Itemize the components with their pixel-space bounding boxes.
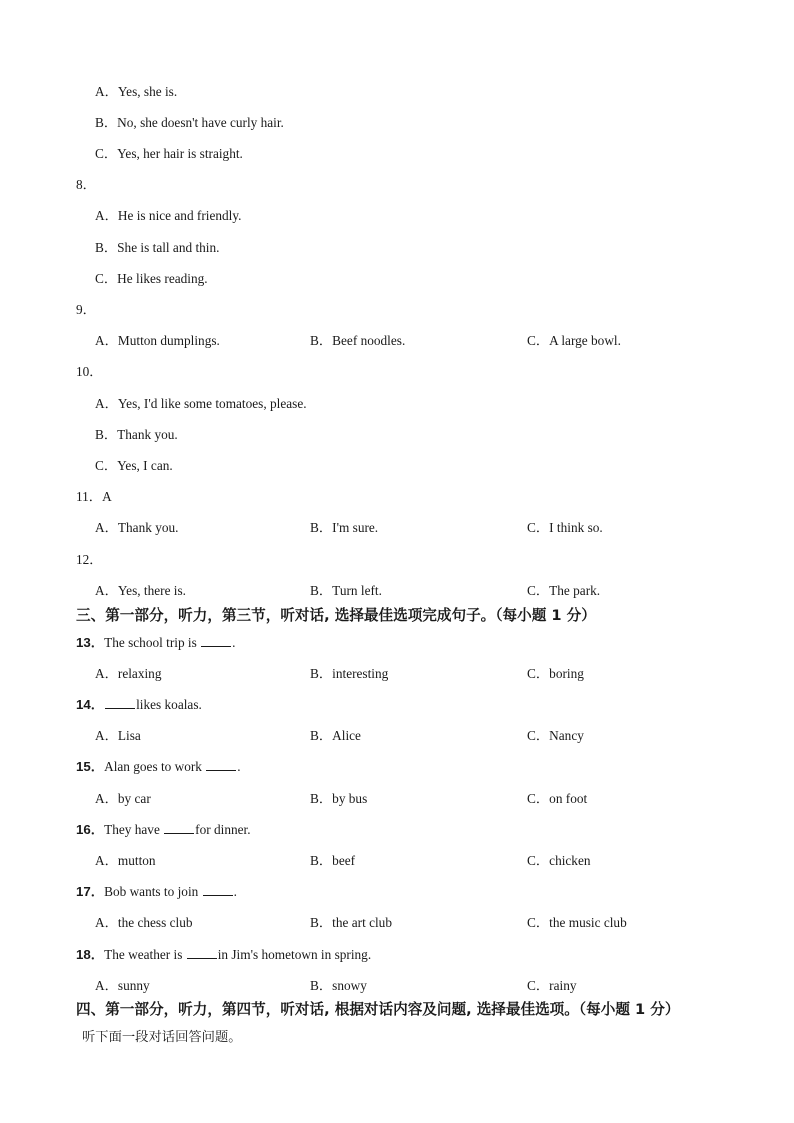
q11-option-c: C．I think so. <box>527 520 603 535</box>
q14-stem <box>76 696 202 714</box>
q8-number: 8． <box>76 177 96 192</box>
answer-blank <box>164 821 194 834</box>
section-4-heading: 四、第一部分，听力，第四节，听对话, 根据对话内容及问题, 选择最佳选项。（每小题 1 分） <box>76 1001 680 1018</box>
q9-option-b: B．Beef noodles. <box>310 333 406 348</box>
q17-option-b: B．the art club <box>310 915 392 930</box>
q15-option-c: C．on foot <box>527 791 588 806</box>
q12-option-c: C．The park. <box>527 583 601 598</box>
q18-stem <box>76 946 371 964</box>
q15-stem <box>76 758 241 776</box>
q16-option-c: C．chicken <box>527 853 591 868</box>
q16-stem <box>76 821 251 839</box>
q10-option-c: C．Yes, I can. <box>95 458 173 473</box>
q9-option-a: A．Mutton dumplings. <box>95 333 220 348</box>
q13-option-b: B．interesting <box>310 666 389 681</box>
q8-option-b: B．She is tall and thin. <box>95 240 220 255</box>
answer-blank <box>187 946 217 959</box>
q11-option-b: B．I'm sure. <box>310 520 379 535</box>
q8-option-a: A．He is nice and friendly. <box>95 208 242 223</box>
q14-option-a: A．Lisa <box>95 728 141 743</box>
q12-option-b: B．Turn left. <box>310 583 382 598</box>
q13-number: 13． <box>76 635 105 650</box>
q7-option-a: A．Yes, she is. <box>95 84 178 99</box>
q17-option-a: A．the chess club <box>95 915 193 930</box>
q18-text-pre: The weather is <box>104 947 186 962</box>
answer-blank <box>105 696 135 709</box>
q16-text-pre: They have <box>104 822 164 837</box>
q13-option-a: A．relaxing <box>95 666 162 681</box>
q13-text-post: . <box>232 635 236 650</box>
answer-blank <box>206 758 236 771</box>
q15-text-post: . <box>237 759 241 774</box>
q16-option-a: A．mutton <box>95 853 156 868</box>
q13-option-c: C．boring <box>527 666 584 681</box>
q10-option-b: B．Thank you. <box>95 427 178 442</box>
q11-number: 11．A <box>76 489 112 504</box>
q17-text-pre: Bob wants to join <box>104 884 202 899</box>
q14-number: 14． <box>76 697 105 712</box>
q14-text-post: likes koalas. <box>136 697 202 712</box>
q13-text-pre: The school trip is <box>104 635 201 650</box>
answer-blank <box>201 634 231 647</box>
q15-number: 15． <box>76 759 105 774</box>
answer-blank <box>203 883 233 896</box>
q16-text-post: for dinner. <box>195 822 251 837</box>
q12-number: 12． <box>76 552 103 567</box>
q9-number: 9． <box>76 302 96 317</box>
q10-option-a: A．Yes, I'd like some tomatoes, please. <box>95 396 307 411</box>
q18-option-c: C．rainy <box>527 978 577 993</box>
q13-stem <box>76 634 235 652</box>
q16-option-b: B．beef <box>310 853 356 868</box>
q14-option-b: B．Alice <box>310 728 361 743</box>
q18-option-a: A．sunny <box>95 978 150 993</box>
q17-stem <box>76 883 237 901</box>
q8-option-c: C．He likes reading. <box>95 271 208 286</box>
q15-option-a: A．by car <box>95 791 151 806</box>
q14-option-c: C．Nancy <box>527 728 584 743</box>
q17-option-c: C．the music club <box>527 915 627 930</box>
q18-option-b: B．snowy <box>310 978 367 993</box>
q17-number: 17． <box>76 884 105 899</box>
q18-number: 18． <box>76 947 105 962</box>
q12-option-a: A．Yes, there is. <box>95 583 186 598</box>
q10-number: 10． <box>76 364 103 379</box>
q11-option-a: A．Thank you. <box>95 520 179 535</box>
section-4-instruction: 听下面一段对话回答问题。 <box>82 1030 242 1045</box>
q17-text-post: . <box>233 884 237 899</box>
q9-option-c: C．A large bowl. <box>527 333 621 348</box>
q18-text-post: in Jim's hometown in spring. <box>217 947 372 962</box>
q16-number: 16． <box>76 822 105 837</box>
q15-text-pre: Alan goes to work <box>104 759 206 774</box>
q7-option-c: C．Yes, her hair is straight. <box>95 146 243 161</box>
q15-option-b: B．by bus <box>310 791 368 806</box>
section-3-heading: 三、第一部分，听力，第三节，听对话, 选择最佳选项完成句子。（每小题 1 分） <box>76 607 596 624</box>
q7-option-b: B．No, she doesn't have curly hair. <box>95 115 284 130</box>
